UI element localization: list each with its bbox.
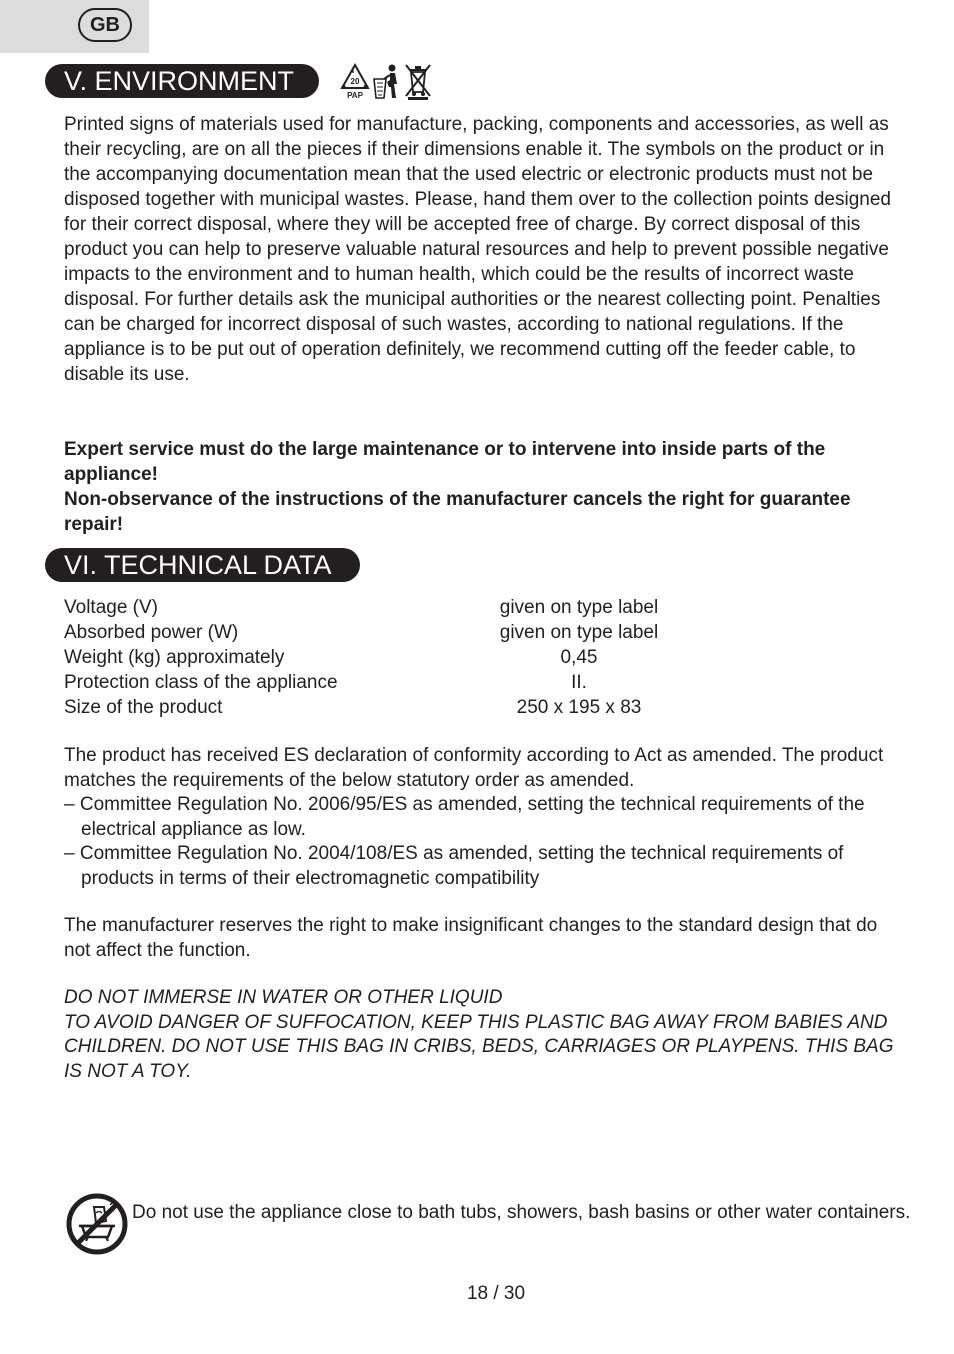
- spec-label: Protection class of the appliance: [64, 672, 338, 693]
- spec-label: Size of the product: [64, 697, 223, 718]
- regulation-item: – Committee Regulation No. 2006/95/ES as amended, setting the technical requirements of the electrical appliance as low.: [64, 794, 865, 840]
- conformity-intro: The product has received ES declaration of conformity according to Act as amended. The product matches the requirements of the below statutory order as amended.: [64, 745, 884, 791]
- section-heading-environment: V. ENVIRONMENT: [45, 64, 319, 98]
- caution-immersion: DO NOT IMMERSE IN WATER OR OTHER LIQUID: [64, 987, 503, 1008]
- tidyman-disposal-icon: [372, 62, 402, 100]
- spec-value: given on type label: [499, 622, 659, 643]
- technical-data-table: [64, 595, 704, 720]
- page-number: 18 / 30: [466, 1283, 526, 1304]
- regulation-item: – Committee Regulation No. 2004/108/ES as amended, setting the technical requirements of products in terms of their electromagnetic compatibility: [64, 843, 844, 889]
- spec-label: Weight (kg) approximately: [64, 647, 285, 668]
- environment-body: Printed signs of materials used for manufacture, packing, components and accessories, as well as their recycling, are on all the pieces if their dimensions enable it. The symbols on the product or in the accompanying documentation mean that the used electric or electronic products must not be disposed together with municipal wastes. Please, hand them over to the collection points designed for their correct disposal, where they will be accepted free of charge. By correct disposal of this product you can help to preserve valuable natural resources and help to prevent possible negative impacts to the environment and to human health, which could be the results of incorrect waste disposal. For further details ask the municipal authorities or the nearest collecting point. Penalties can be charged for incorrect disposal of such wastes, according to national regulations. If the appliance is to be put out of operation definitely, we recommend cutting off the feeder cable, to disable its use.: [64, 114, 891, 385]
- spec-value: 250 x 195 x 83: [516, 697, 642, 718]
- section-heading-technical-data: VI. TECHNICAL DATA: [45, 548, 360, 582]
- paper-recycling-icon: [339, 62, 371, 100]
- table-row: [64, 620, 704, 645]
- bath-warning-text: Do not use the appliance close to bath tubs, showers, bash basins or other water containers.: [132, 1202, 911, 1223]
- table-row: [64, 595, 704, 620]
- recycle-code: PAP: [347, 91, 363, 100]
- manufacturer-note: The manufacturer reserves the right to make insignificant changes to the standard design that do not affect the function.: [64, 915, 878, 961]
- warning-guarantee: Non-observance of the instructions of the manufacturer cancels the right for guarantee repair!: [64, 489, 851, 535]
- caution-plastic-bag: TO AVOID DANGER OF SUFFOCATION, KEEP THIS PLASTIC BAG AWAY FROM BABIES AND CHILDREN. DO NOT USE THIS BAG IN CRIBS, BEDS, CARRIAGES OR PLAYPENS. THIS BAG IS NOT A TOY.: [64, 1011, 894, 1082]
- table-row: [64, 695, 704, 720]
- table-row: [64, 670, 704, 695]
- spec-value: II.: [571, 672, 587, 693]
- no-bath-icon: [66, 1193, 128, 1255]
- spec-label: Voltage (V): [64, 597, 158, 618]
- environment-symbols: [339, 62, 435, 100]
- language-badge: GB: [78, 8, 132, 42]
- service-warnings: [64, 437, 894, 537]
- warning-expert-service: Expert service must do the large maintenance or to intervene into inside parts of the appliance!: [64, 439, 826, 485]
- language-tab: [0, 0, 149, 53]
- recycle-number: 20: [350, 77, 360, 86]
- spec-value: 0,45: [560, 647, 598, 668]
- spec-label: Absorbed power (W): [64, 622, 239, 643]
- conformity-block: [64, 744, 894, 891]
- caution-block: [64, 986, 894, 1084]
- table-row: [64, 645, 704, 670]
- crossed-bin-icon: [403, 62, 433, 100]
- spec-value: given on type label: [499, 597, 659, 618]
